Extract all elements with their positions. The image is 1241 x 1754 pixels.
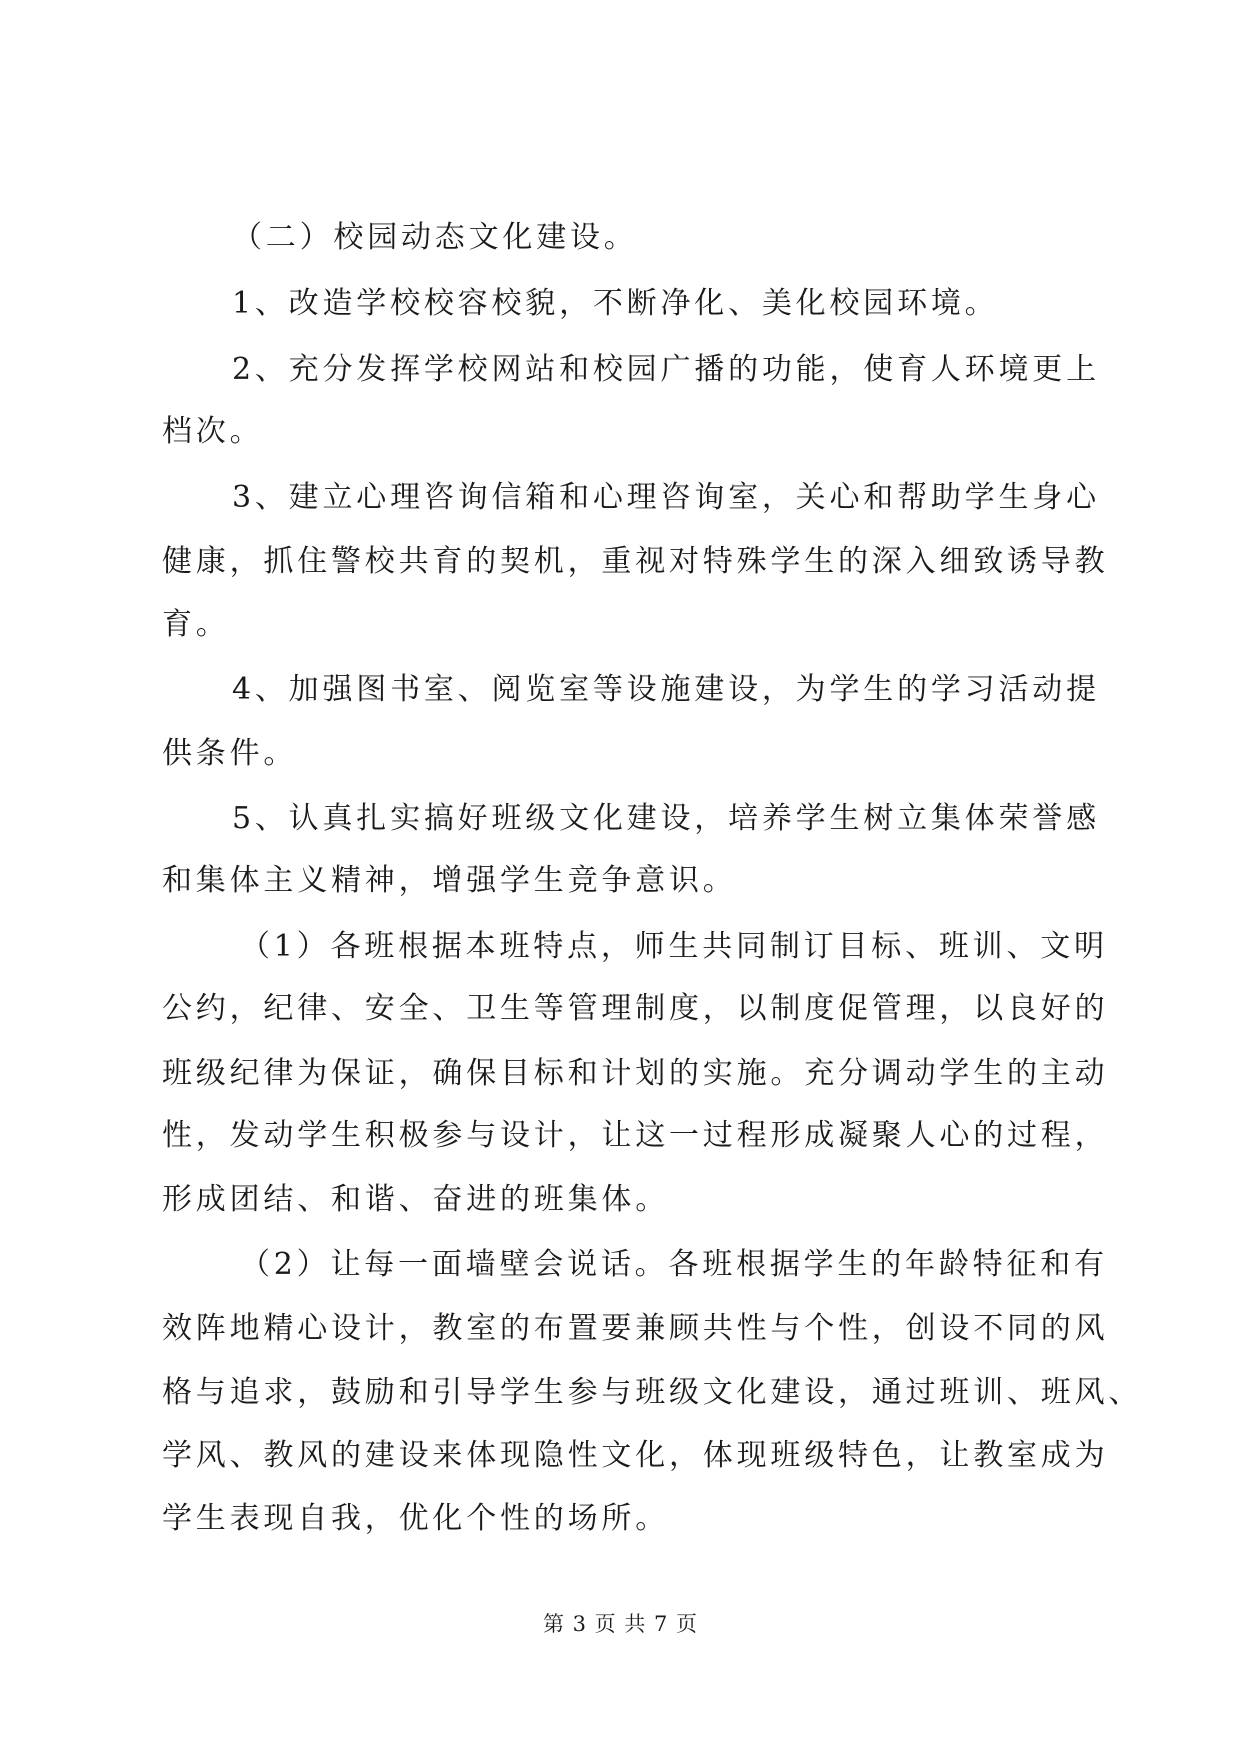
- paragraph-line: 公约，纪律、安全、卫生等管理制度，以制度促管理，以良好的: [162, 991, 1109, 1026]
- paragraph-line: 5、认真扎实搞好班级文化建设，培养学生树立集体荣誉感: [232, 801, 1100, 836]
- paragraph-line: （2）让每一面墙壁会说话。各班根据学生的年龄特征和有: [240, 1247, 1108, 1282]
- paragraph-line: 育。: [162, 607, 230, 642]
- paragraph-line: 效阵地精心设计，教室的布置要兼顾共性与个性，创设不同的风: [162, 1311, 1109, 1346]
- paragraph-line: 健康，抓住警校共育的契机，重视对特殊学生的深入细致诱导教: [162, 544, 1109, 579]
- paragraph-line: 形成团结、和谐、奋进的班集体。: [162, 1182, 669, 1217]
- paragraph-line: 学生表现自我，优化个性的场所。: [162, 1501, 669, 1536]
- paragraph-line: （1）各班根据本班特点，师生共同制订目标、班训、文明: [240, 929, 1108, 964]
- paragraph-line: 格与追求，鼓励和引导学生参与班级文化建设，通过班训、班风、: [162, 1375, 1143, 1410]
- paragraph-line: 班级纪律为保证，确保目标和计划的实施。充分调动学生的主动: [162, 1056, 1109, 1091]
- page-number-footer: 第 3 页 共 7 页: [542, 1612, 699, 1636]
- paragraph-line: 3、建立心理咨询信箱和心理咨询室，关心和帮助学生身心: [232, 480, 1100, 515]
- paragraph-line: 和集体主义精神，增强学生竞争意识。: [162, 863, 737, 898]
- paragraph-line: 供条件。: [162, 736, 298, 771]
- paragraph-line: 2、充分发挥学校网站和校园广播的功能，使育人环境更上: [232, 352, 1100, 387]
- paragraph-line: 性，发动学生积极参与设计，让这一过程形成凝聚人心的过程，: [162, 1118, 1109, 1153]
- paragraph-line: 4、加强图书室、阅览室等设施建设，为学生的学习活动提: [232, 672, 1100, 707]
- section-heading: （二）校园动态文化建设。: [232, 220, 638, 255]
- paragraph-line: 档次。: [162, 414, 264, 449]
- paragraph-line: 学风、教风的建设来体现隐性文化，体现班级特色，让教室成为: [162, 1438, 1109, 1473]
- paragraph-line: 1、改造学校校容校貌，不断净化、美化校园环境。: [232, 286, 999, 321]
